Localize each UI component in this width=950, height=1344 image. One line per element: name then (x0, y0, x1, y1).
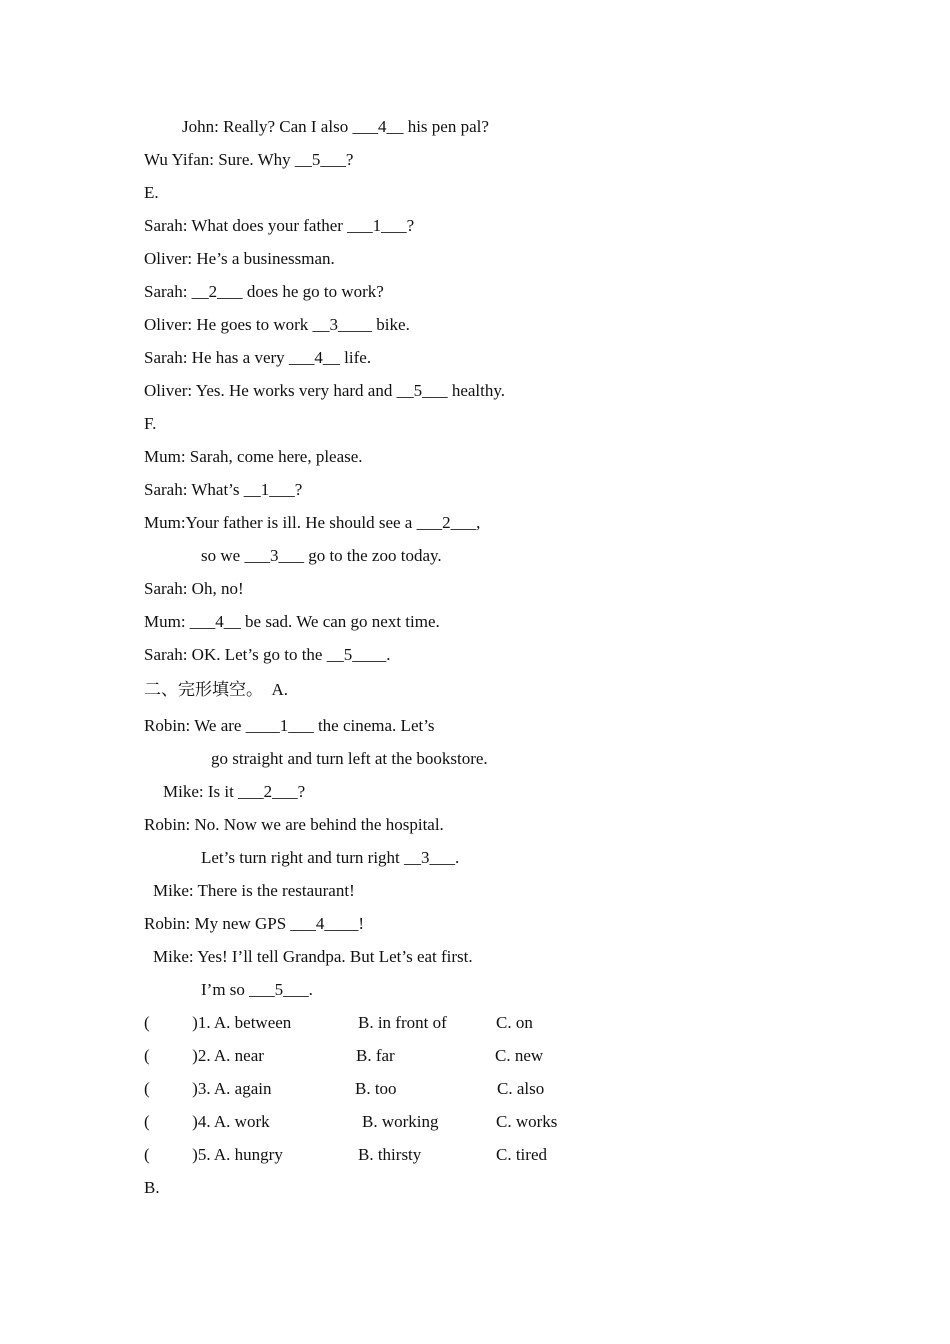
option-c: C. on (496, 1013, 533, 1032)
dialogue-line: Mike: Is it ___2___? (163, 782, 306, 801)
option-b: B. working (362, 1112, 439, 1131)
option-b: B. far (356, 1046, 395, 1065)
option-c: C. tired (496, 1145, 547, 1164)
section-label-e: E. (144, 183, 159, 202)
question-number-option-a: ( )3. A. again (144, 1079, 272, 1098)
question-number-option-a: ( )1. A. between (144, 1013, 292, 1032)
option-c: C. new (495, 1046, 544, 1065)
question-number-option-a: ( )2. A. near (144, 1046, 264, 1065)
question-number-option-a: ( )4. A. work (144, 1112, 270, 1131)
option-b: B. thirsty (358, 1145, 422, 1164)
dialogue-line: Mum: Sarah, come here, please. (144, 447, 363, 466)
dialogue-line: Mum: ___4__ be sad. We can go next time. (144, 612, 440, 631)
dialogue-line: I’m so ___5___. (201, 980, 313, 999)
section-label-f: F. (144, 414, 157, 433)
dialogue-line: Oliver: He’s a businessman. (144, 249, 335, 268)
dialogue-line: Mike: Yes! I’ll tell Grandpa. But Let’s eat first. (153, 947, 473, 966)
option-b: B. in front of (358, 1013, 447, 1032)
dialogue-line: Oliver: He goes to work __3____ bike. (144, 315, 410, 334)
dialogue-line: Sarah: What does your father ___1___? (144, 216, 415, 235)
dialogue-line: Robin: My new GPS ___4____! (144, 914, 365, 933)
dialogue-line: Robin: No. Now we are behind the hospital. (144, 815, 444, 834)
dialogue-line: Wu Yifan: Sure. Why __5___? (144, 150, 354, 169)
dialogue-line: Robin: We are ____1___ the cinema. Let’s (144, 716, 435, 735)
dialogue-line: go straight and turn left at the bookstore. (211, 749, 488, 768)
dialogue-line: Let’s turn right and turn right __3___. (201, 848, 460, 867)
option-b: B. too (355, 1079, 397, 1098)
dialogue-line: Sarah: __2___ does he go to work? (144, 282, 384, 301)
dialogue-line: Sarah: What’s __1___? (144, 480, 303, 499)
section-label-b: B. (144, 1178, 160, 1197)
option-c: C. works (496, 1112, 558, 1131)
question-number-option-a: ( )5. A. hungry (144, 1145, 283, 1164)
dialogue-line: so we ___3___ go to the zoo today. (201, 546, 442, 565)
dialogue-line: John: Really? Can I also ___4__ his pen pal? (182, 117, 489, 136)
dialogue-line: Sarah: OK. Let’s go to the __5____. (144, 645, 391, 664)
dialogue-line: Sarah: Oh, no! (144, 579, 244, 598)
section-heading-cloze: 二、完形填空。 A. (144, 680, 289, 699)
dialogue-line: Mum:Your father is ill. He should see a ___2___, (144, 513, 481, 532)
option-c: C. also (497, 1079, 545, 1098)
dialogue-line: Mike: There is the restaurant! (153, 881, 355, 900)
dialogue-line: Sarah: He has a very ___4__ life. (144, 348, 372, 367)
dialogue-line: Oliver: Yes. He works very hard and __5___ healthy. (144, 381, 506, 400)
